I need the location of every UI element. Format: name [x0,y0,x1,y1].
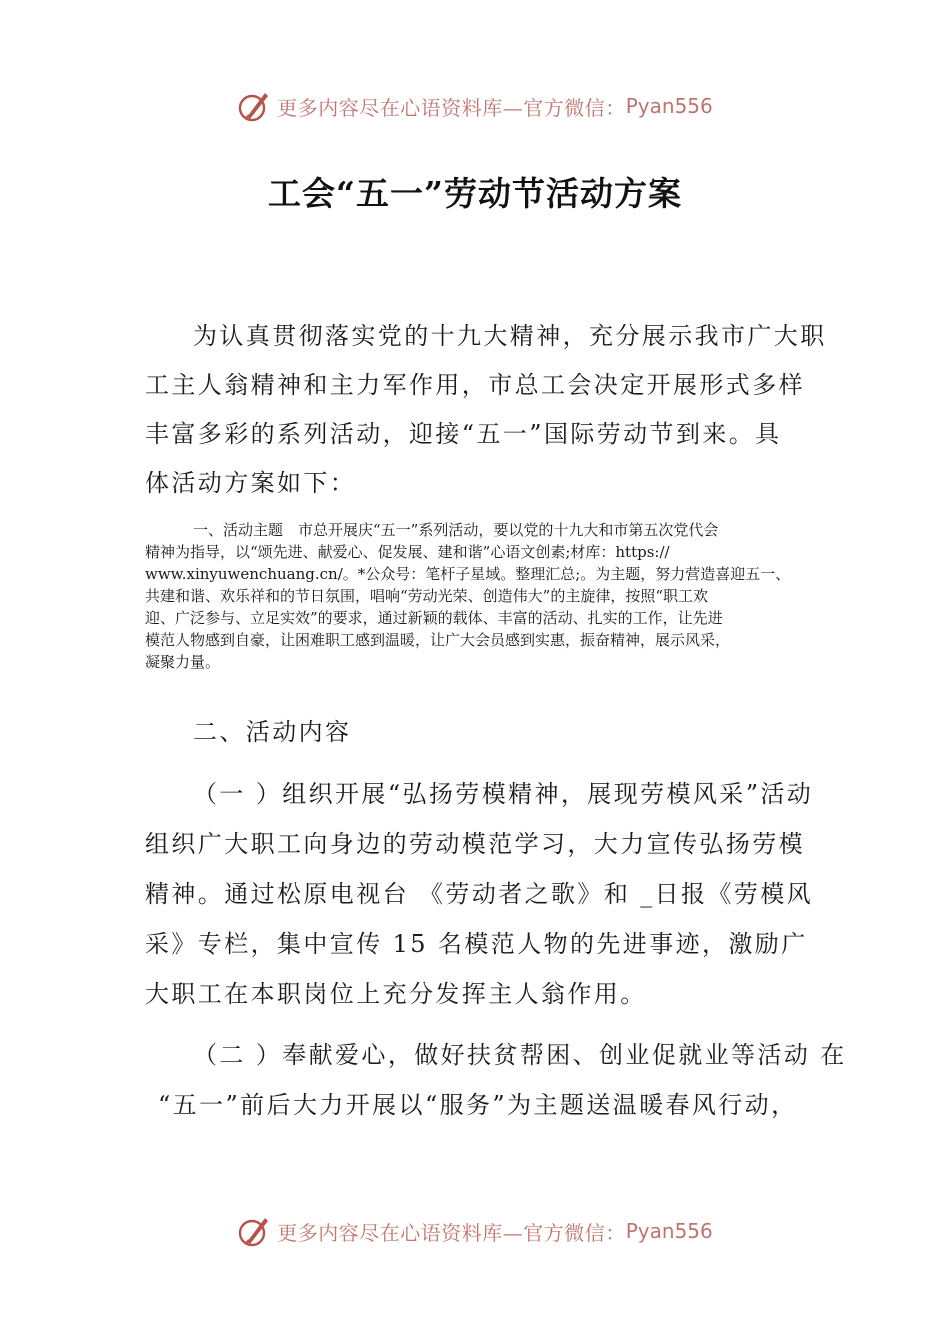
intro-line: 为认真贯彻落实党的十九大精神，充分展示我市广大职 [193,322,827,350]
item-1-line: 大职工在本职岗位上充分发挥主人翁作用。 [145,980,647,1008]
section-2-heading: 二、活动内容 [193,718,352,746]
section-1-line: 精神为指导，以“颂先进、献爱心、促发展、建和谐”心语文创素;材库：https:// [145,543,670,561]
watermark-text: 更多内容尽在心语资料库—官方微信： [277,95,626,120]
watermark-wechat-id: Pyan556 [625,1219,713,1243]
intro-line: 体活动方案如下： [145,469,357,497]
section-1-line: 共建和谐、欢乐祥和的节日氛围，唱响“劳动光荣、创造伟大”的主旋律，按照“职工欢 [145,587,709,605]
intro-line: 丰富多彩的系列活动，迎接“五一”国际劳动节到来。具 [145,420,782,448]
watermark-text: 更多内容尽在心语资料库—官方微信： [277,1220,626,1245]
item-2-line: （二 ）奉献爱心，做好扶贫帮困、创业促就业等活动 在 [193,1041,847,1069]
document-title: 工会“五一”劳动节活动方案 [268,174,682,213]
item-1-line: 组织广大职工向身边的劳动模范学习，大力宣传弘扬劳模 [145,830,805,858]
quill-logo-icon [237,1214,271,1248]
quill-logo-icon [237,89,271,123]
item-1-line: （一 ）组织开展“弘扬劳模精神，展现劳模风采”活动 [193,780,814,808]
intro-line: 工主人翁精神和主力军作用，市总工会决定开展形式多样 [145,371,805,399]
item-1-line: 精神。通过松原电视台 《劳动者之歌》和 _日报《劳模风 [145,880,814,908]
item-2-line: “五一”前后大力开展以“服务”为主题送温暖春风行动， [158,1091,798,1119]
section-1-line: 迎、广泛参与、立足实效”的要求，通过新颖的载体、丰富的活动、扎实的工作，让先进 [145,609,723,627]
watermark-wechat-id: Pyan556 [625,94,713,118]
watermark-banner-top [0,86,950,126]
section-1-line: 一、活动主题 市总开展庆“五一”系列活动，要以党的十九大和市第五次党代会 [193,521,719,539]
section-1-line: www.xinyuwenchuang.cn/。*公众号：笔杆子星域。整理汇总;。为主题，努力营造喜迎五一、 [145,565,791,583]
section-1-line: 凝聚力量。 [145,653,221,671]
watermark-banner-bottom [0,1211,950,1251]
section-1-paragraph [145,519,790,673]
section-1-line: 模范人物感到自豪，让困难职工感到温暖，让广大会员感到实惠，振奋精神，展示风采， [145,631,731,649]
item-1-line: 采》专栏，集中宣传 15 名模范人物的先进事迹，激励广 [145,930,808,958]
